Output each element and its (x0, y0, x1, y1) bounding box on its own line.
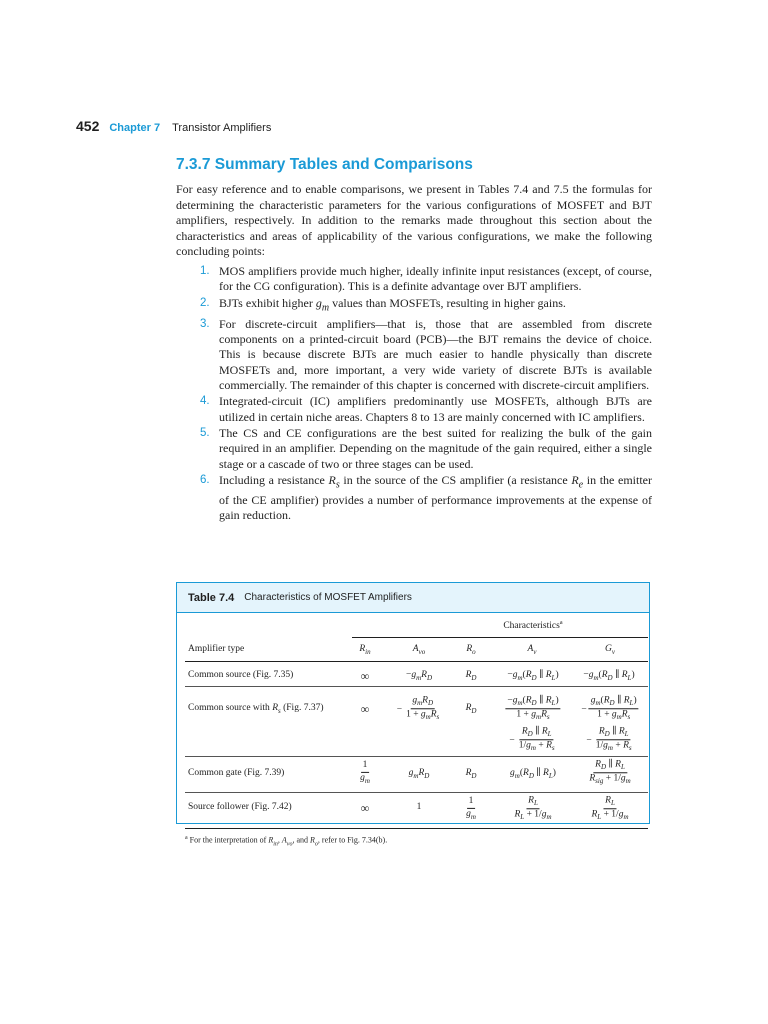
gv-formula: − $g_m(R_D$ ∥ $R_L$) $1 + g_mR_s$ (581, 695, 637, 722)
rin-value: ∞ (360, 801, 370, 815)
table-bottom-rule (185, 828, 648, 829)
col-header-avo: $A_{vo}$ (412, 644, 426, 656)
list-text: The CS and CE configurations are the best suited for realizing the bulk of the gain required in an amplifier. Depending on the magnitude of the gain required, either a single stage or a cascade of two or three stages can be used. (219, 426, 652, 471)
list-number: 3. (200, 317, 210, 330)
table-title: Characteristics of MOSFET Amplifiers (244, 592, 412, 603)
list-text: in the emitter of the CE amplifier) provides a number of performance improvements at the expense of gain reduction. (219, 473, 652, 523)
col-header-rin: $R_{in}$ (359, 644, 371, 656)
ro-formula: 1 $g_m$ (466, 795, 476, 821)
math-sub: e (578, 479, 584, 491)
table-footnote: $^a$ For the interpretation of $R_{in}$, $A_{vo}$, and $R_o$, refer to Fig. 7.34(b). (185, 835, 388, 848)
list-item (196, 394, 652, 425)
row-name-common-gate: Common gate (Fig. 7.39) (188, 768, 285, 778)
ro-formula: $R_D$ (465, 670, 477, 682)
gv-formula: $-g_m(R_D$ ∥ $R_L$) (583, 670, 635, 682)
table-7-4 (176, 582, 650, 848)
avo-formula: $-g_mR_D$ (405, 670, 433, 682)
math-sub: m (321, 302, 330, 314)
chapter-title: Transistor Amplifiers (172, 122, 272, 134)
list-item (196, 426, 652, 472)
list-text: in the source of the CS amplifier (a resistance (339, 473, 572, 488)
gv-formula-alt: − $\frac{R_D \parallel R_L}{1/g_m + R_s}$ (586, 726, 632, 753)
list-number: 4. (200, 395, 210, 408)
math-var: g (315, 295, 322, 310)
list-text: Integrated-circuit (IC) amplifiers predominantly use MOSFETs, although BJTs are utilized in certain niche areas. Chapters 8 to 13 are mainly concerned with IC amplifiers. (219, 394, 652, 424)
list-text: values than MOSFETs, resulting in higher gains. (329, 295, 566, 310)
list-item (196, 317, 652, 393)
list-item (196, 473, 652, 523)
rin-value: ∞ (360, 702, 370, 716)
av-formula: $g_m(R_D$ ∥ $R_L$) (510, 768, 556, 780)
math-sub: s (335, 479, 340, 491)
ro-formula: $R_D$ (465, 703, 477, 715)
col-header-gv: $G_v$ (605, 644, 615, 656)
col-header-av: $A_v$ (527, 644, 537, 656)
list-text: BJTs exhibit higher (219, 295, 316, 310)
av-formula: $-g_m(R_D$ ∥ $R_L$) (507, 670, 559, 682)
col-header-amplifier-type: Amplifier type (188, 644, 245, 654)
row-divider (185, 686, 648, 687)
av-formula: $R_L$ $R_L + 1/g_m$ (514, 795, 552, 822)
intro-paragraph: For easy reference and to enable comparisons, we present in Tables 7.4 and 7.5 the formulas for determining the characteristic parameters for the various configurations of MOSFET and BJT amplifiers, respectively. In addition to the remarks made throughout this section about the characteristics and areas of applicability of the various configurations, we make the following concluding points: (176, 182, 652, 258)
av-formula: $-g_m(R_D$ ∥ $R_L$) $1 + g_mR_s$ (507, 695, 559, 722)
gv-formula: $R_L$ $R_L + 1/g_m$ (591, 795, 629, 822)
avo-value: 1 (416, 802, 422, 812)
table-label: Table 7.4 (188, 591, 235, 604)
col-header-ro: $R_o$ (466, 644, 476, 656)
list-text: Including a resistance (219, 473, 329, 488)
av-formula-alt: − $\frac{R_D \parallel R_L}{1/g_m + R_s}$ (509, 726, 555, 753)
list-number: 5. (200, 427, 210, 440)
ro-formula: $R_D$ (465, 768, 477, 780)
avo-formula: − $g_mR_D$ $1 + g_mR_s$ (396, 695, 440, 722)
table-caption (177, 583, 649, 613)
avo-formula: $g_mR_D$ (408, 768, 430, 780)
list-text: For discrete-circuit amplifiers—that is, those that are assembled from discrete components on a printed-circuit board (PCB)—the BJT remains the device of choice. This is because discrete BJTs are much easier to handle physically than discrete MOSFETs and, more important, a very wide variety of discrete BJTs is available commercially. The remainder of this chapter is concerned with discrete-circuit amplifiers. (219, 316, 652, 392)
section-heading: 7.3.7 Summary Tables and Comparisons (176, 156, 473, 173)
row-name-common-source: Common source (Fig. 7.35) (188, 670, 294, 680)
list-number: 1. (200, 265, 210, 277)
group-header-rule (352, 637, 648, 638)
math-var: R (571, 473, 579, 488)
list-item (196, 296, 652, 316)
row-divider (185, 756, 648, 757)
rin-value: ∞ (360, 669, 370, 683)
list-number: 6. (200, 474, 210, 487)
rin-formula: 1 $g_m$ (360, 759, 370, 785)
chapter-label: Chapter 7 (109, 122, 161, 134)
list-text: MOS amplifiers provide much higher, ideally infinite input resistances (except, of course, for the CG configuration). This is a definite advantage over BJT amplifiers. (219, 264, 652, 294)
row-divider (185, 792, 648, 793)
list-item (196, 264, 652, 295)
list-number: 2. (200, 296, 210, 309)
concluding-points-list (196, 264, 652, 525)
row-name-source-follower: Source follower (Fig. 7.42) (188, 802, 292, 812)
header-bottom-rule (185, 661, 648, 662)
gv-formula: $R_D$ ∥ $R_L$ $R_{sig} + 1/g_m$ (589, 759, 631, 786)
page-number: 452 (76, 118, 100, 134)
row-name-common-source-with-rs: Common source with $R_s$ (Fig. 7.37) (188, 703, 324, 715)
running-header (76, 118, 271, 138)
characteristics-header: Characteristics$^a$ (503, 619, 563, 632)
math-var: R (328, 473, 336, 488)
